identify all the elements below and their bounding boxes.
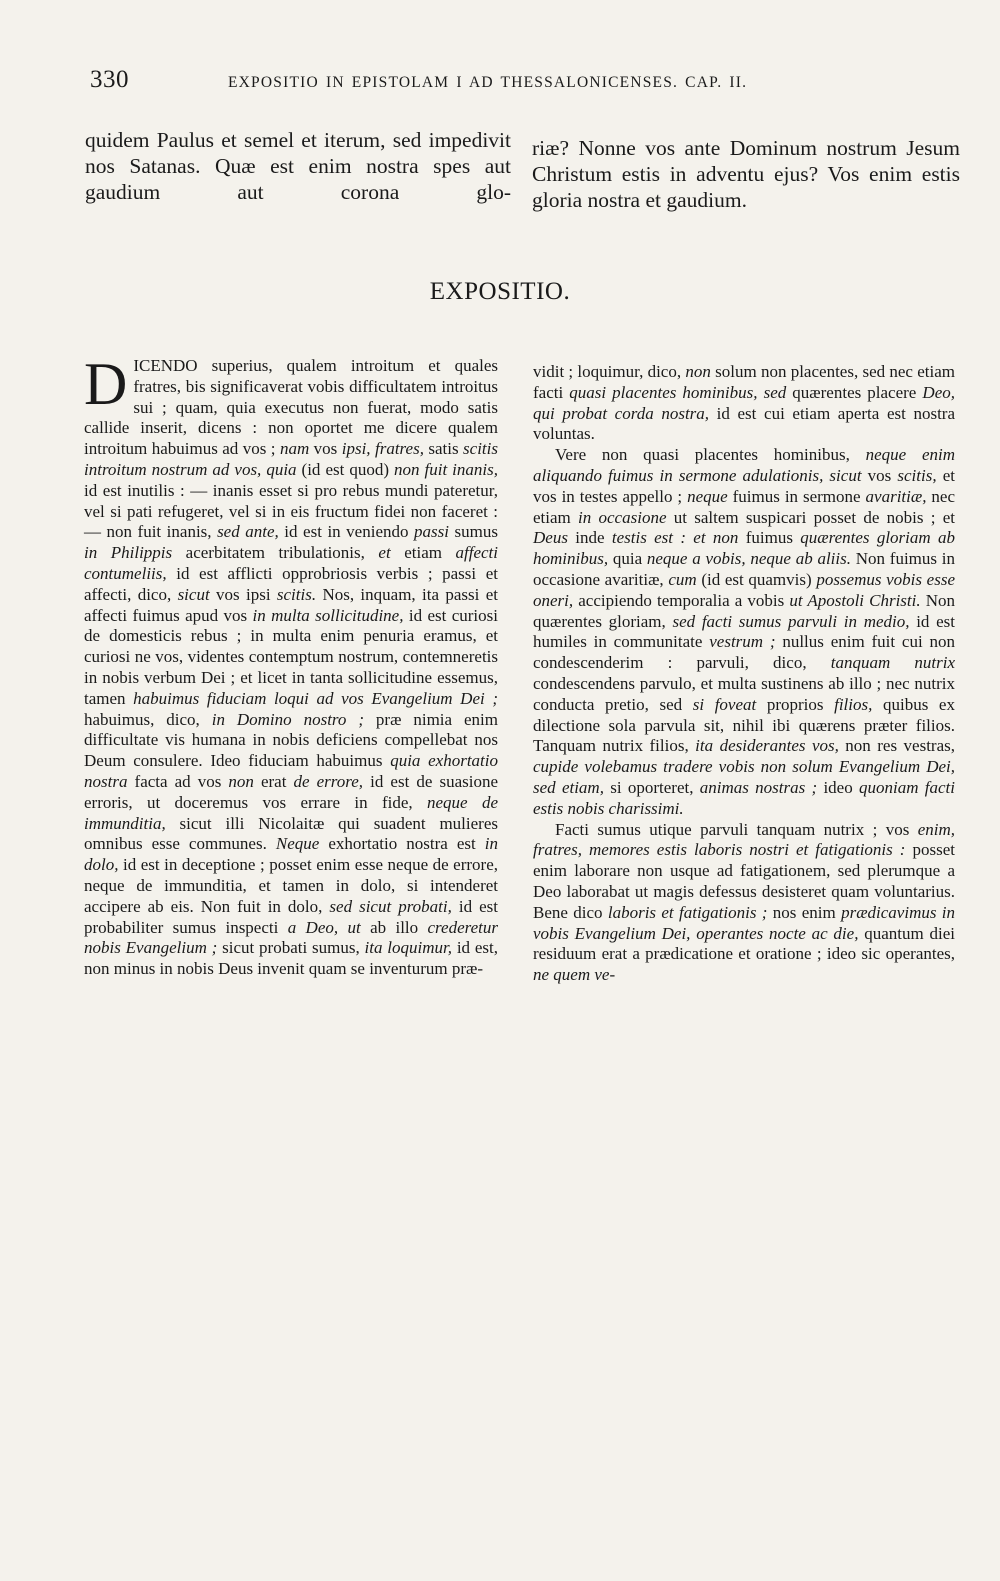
section-heading: EXPOSITIO. <box>429 278 571 305</box>
italic-text: filios, <box>834 694 873 714</box>
paragraph-text: Vere non quasi placentes hominibus, neque enim aliquando fuimus in sermone adulationis, sicut vos scitis, et vos in testes appello ; neque fuimus in sermone avaritiæ, nec etiam in occasione ut saltem suspicari posset de nobis ; et Deus inde testis est : et non fuimus quærentes gloriam ab hominibus, quia neque a vobis, neque ab aliis. Non fuimus in occasione avaritiæ, cum (id est quamvis) possemus vobis esse oneri, accipiendo temporalia a vobis ut Apostoli Christi. Non quærentes gloriam, sed facti sumus parvuli in medio, id est humiles in communitate vestrum ; nullus enim fuit cui non condescenderim : parvuli, dico, tanquam nutrix condescendens parvulo, et multa sustinens ab illo ; nec nutrix conducta pretio, sed si foveat proprios filios, quibus ex dilectione sola parvula sit, nihil ibi quærens præter filios. Tanquam nutrix filios, ita desiderantes vos, non res vestras, cupide volebamus tradere vobis non solum Evangelium Dei, sed etiam, si oporteret, animas nostras ; ideo quoniam facti estis nobis charissimi. <box>533 445 956 818</box>
italic-text: testis est : et non <box>611 528 739 548</box>
italic-text: neque <box>687 486 728 506</box>
italic-text: ne quem ve- <box>533 965 616 985</box>
drop-cap: D <box>84 351 128 417</box>
scripture-paragraph: riæ? Nonne vos ante Dominum nostrum Jesum Christum estis in adventu ejus? Vos enim estis gloria nostra et gaudium. <box>532 136 960 212</box>
italic-text: habuimus fiduciam loqui ad vos Evangelium Dei ; <box>133 688 498 708</box>
italic-text: scitis, <box>897 465 937 485</box>
italic-text: nam <box>279 439 310 459</box>
italic-text: sicut <box>177 584 210 604</box>
page-number: 330 <box>90 66 129 93</box>
italic-text: a Deo, ut <box>287 917 361 937</box>
page-header <box>90 66 960 98</box>
italic-text: possemus vobis esse oneri, <box>533 569 955 610</box>
italic-text: crederetur nobis Evangelium ; <box>84 917 498 958</box>
italic-text: enim, fratres, memores estis laboris nostri et fatigationis : <box>533 819 955 860</box>
italic-text: quærentes gloriam ab hominibus, <box>533 528 955 569</box>
paragraph-text: vidit ; loquimur, dico, non solum non placentes, sed nec etiam facti quasi placentes hominibus, sed quærentes placere Deo, qui probat corda nostra, id est cui etiam aperta est nostra voluntas. <box>533 362 955 444</box>
italic-text: Neque <box>275 834 320 854</box>
italic-text: non fuit inanis, <box>394 459 498 479</box>
italic-text: quoniam facti estis nobis charissimi. <box>533 777 955 818</box>
italic-text: Deo, qui probat corda nostra, <box>533 382 955 423</box>
italic-text: ita desiderantes vos, <box>695 736 839 756</box>
italic-text: ut Apostoli Christi. <box>789 590 921 610</box>
italic-text: non <box>228 771 254 791</box>
italic-text: Deus <box>533 528 568 548</box>
italic-text: vestrum ; <box>709 632 776 652</box>
italic-text: quia exhortatio nostra <box>84 751 498 791</box>
paragraph-text: superius, qualem introitum et quales fratres, bis significaverat vobis difficultatem introitus sui ; quam, quia executus non fuerat, modo satis callide inserit, dicens : non oportet me dicere qualem introitum habuimus ad vos ; nam vos ipsi, fratres, satis scitis introitum nostrum ad vos, quia (id est quod) non fuit inanis, id est inutilis : — inanis esset si pro rebus mundi pateretur, vel si pati refugeret, vel si in eis fructum fidei non faceret : — non fuit inanis, sed ante, id est in veniendo passi sumus in Philippis acerbitatem tribulationis, et etiam affecti contumeliis, id est afflicti opprobriosis verbis ; passi et affecti, dico, sicut vos ipsi scitis. Nos, inquam, ita passi et affecti fuimus apud vos in multa sollicitudine, id est curiosi de domesticis rebus ; in multa enim penuria eramus, et curiosi ne vos, videntes contemptum nostrum, contemneretis in nobis verbum Dei ; et licet in tanta sollicitudine essemus, tamen habuimus fiduciam loqui ad vos Evangelium Dei ; habuimus, dico, in Domino nostro ; præ nimia enim difficultate vis humana in nobis deficiens compellebat nos Deum consulere. Ideo fiduciam habuimus quia exhortatio nostra facta ad vos non erat de errore, id est de suasione erroris, ut doceremus vos errare in fide, neque de immunditia, sicut illi Nicolaitæ qui suadent mulieres omnibus esse communes. Neque exhortatio nostra est in dolo, id est in deceptione ; posset enim esse neque de errore, neque de immunditia, et tamen in dolo, si intenderet accipere ab eis. Non fuit in dolo, sed sicut probati, id est probabiliter sumus inspecti a Deo, ut ab illo crederetur nobis Evangelium ; sicut probati sumus, ita loquimur, id est, non minus in nobis Deus invenit quam se inventurum præ- <box>84 356 499 979</box>
paragraph-text: Facti sumus utique parvuli tanquam nutrix ; vos enim, fratres, memores estis laboris nostri et fatigationis : posset enim laborare non usque ad fatigationem, sed plerumque a Deo laborabat ut magis defessus desisteret quam voluntarius. Bene dico laboris et fatigationis ; nos enim prædicavimus in vobis Evangelium Dei, operantes nocte ac die, quantum diei residuum erat a prædicatione et oratione ; ideo sic operantes, ne quem ve- <box>533 819 956 985</box>
italic-text: tanquam nutrix <box>830 653 955 673</box>
italic-text: in dolo, <box>84 834 498 875</box>
commentary-paragraph <box>84 351 499 980</box>
italic-text: sed ante, <box>217 522 279 542</box>
italic-text: scitis introitum nostrum ad vos, quia <box>84 439 498 479</box>
right-column <box>533 362 955 986</box>
italic-text: affecti contumeliis, <box>84 543 498 583</box>
scripture-text-right <box>532 135 960 213</box>
italic-text: in multa sollicitudine, <box>252 605 404 625</box>
italic-text: laboris et fatigationis ; <box>607 902 768 922</box>
italic-text: de errore, <box>293 771 364 791</box>
italic-text: neque de immunditia, <box>84 792 498 833</box>
italic-text: non <box>685 362 711 381</box>
italic-text: in Domino nostro ; <box>211 709 364 729</box>
scripture-paragraph: quidem Paulus et semel et iterum, sed impedivit nos Satanas. Quæ est enim nostra spes aut gaudium aut corona glo- <box>85 128 511 204</box>
commentary-paragraph <box>533 820 955 986</box>
first-word: ICENDO <box>133 356 198 375</box>
italic-text: ita loquimur, <box>364 938 453 958</box>
italic-text: passi <box>414 522 449 542</box>
italic-text: cupide volebamus tradere vobis non solum Evangelium Dei, sed etiam, <box>533 757 955 797</box>
left-column <box>84 351 499 980</box>
italic-text: quasi placentes hominibus, sed <box>569 382 787 402</box>
italic-text: avaritiæ, <box>865 486 927 506</box>
italic-text: ipsi, fratres, <box>341 439 424 459</box>
italic-text: neque enim aliquando fuimus in sermone adulationis, sicut <box>533 445 956 485</box>
italic-text: si foveat <box>692 694 757 714</box>
italic-text: cum <box>668 569 697 589</box>
running-head: EXPOSITIO IN EPISTOLAM I AD THESSALONICENSES. CAP. II. <box>228 74 748 91</box>
italic-text: prædicavimus in vobis Evangelium Dei, operantes nocte ac die, <box>533 902 956 943</box>
commentary-paragraph <box>533 362 955 445</box>
italic-text: scitis. <box>276 584 317 604</box>
italic-text: sed sicut probati, <box>329 896 452 916</box>
italic-text: et <box>378 543 391 563</box>
italic-text: in occasione <box>578 507 667 527</box>
commentary-paragraph <box>533 445 955 819</box>
italic-text: in Philippis <box>84 543 173 563</box>
italic-text: sed facti sumus parvuli in medio, <box>672 611 910 631</box>
scripture-text-left <box>85 127 511 205</box>
italic-text: neque a vobis, neque ab aliis. <box>646 549 851 569</box>
italic-text: animas nostras ; <box>699 777 818 797</box>
